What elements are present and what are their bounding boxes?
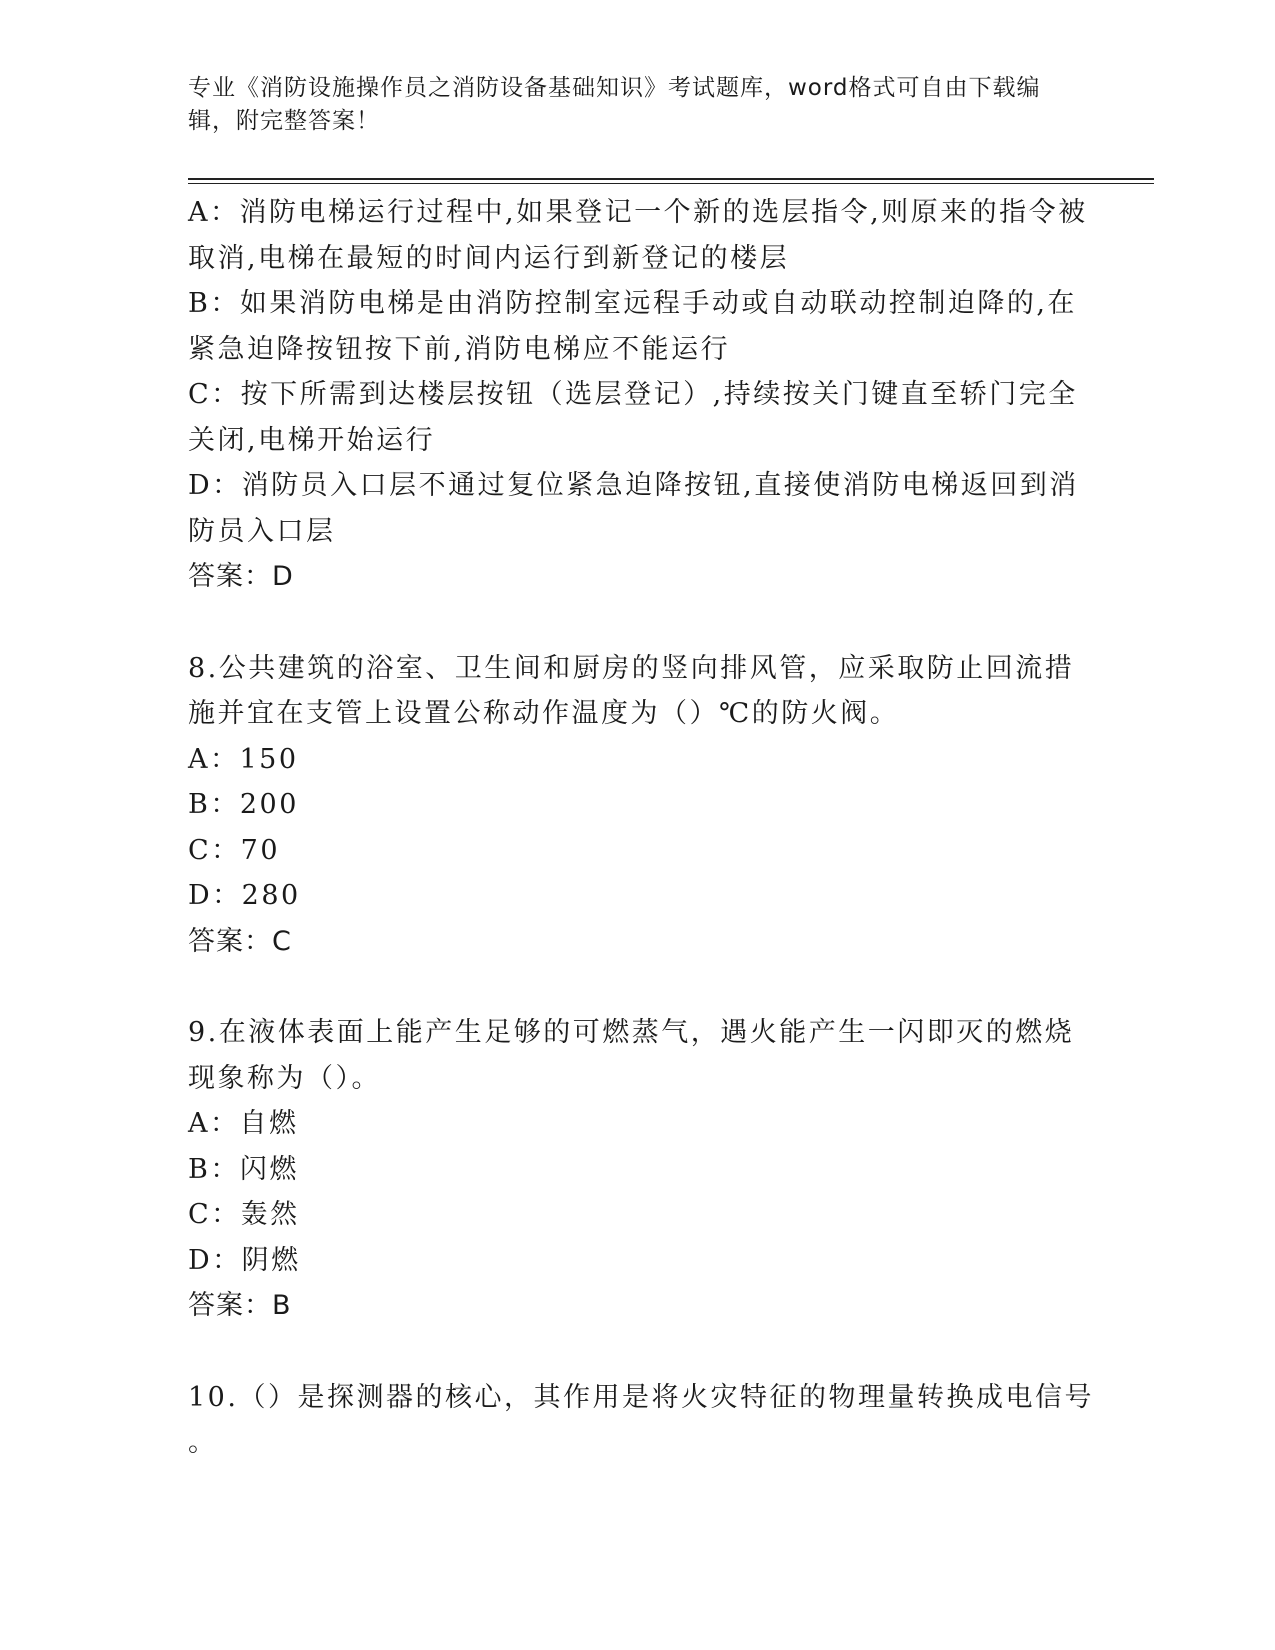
- q7-option-b-line-1: B：如果消防电梯是由消防控制室远程手动或自动联动控制迫降的,在: [188, 288, 1077, 319]
- header-divider-thick: [188, 178, 1154, 180]
- spacer: [188, 964, 1088, 1010]
- q7-answer: 答案：D: [188, 561, 294, 592]
- question-10-block: [188, 1375, 1094, 1466]
- q7-option-c-line-2: 关闭,电梯开始运行: [188, 424, 436, 456]
- question-9-block: [188, 1010, 1088, 1329]
- q7-option-c-line-1: C：按下所需到达楼层按钮（选层登记）,持续按关门键直至轿门完全: [188, 379, 1078, 410]
- q7-option-a-line-2: 取消,电梯在最短的时间内运行到新登记的楼层: [188, 242, 790, 274]
- q8-question-line-1: 8.公共建筑的浴室、卫生间和厨房的竖向排风管，应采取防止回流措: [188, 652, 1075, 684]
- q7-option-d-line-1: D：消防员入口层不通过复位紧急迫降按钮,直接使消防电梯返回到消: [188, 470, 1079, 501]
- header-divider-thin: [188, 183, 1154, 184]
- header-line-1: 专业《消防设施操作员之消防设备基础知识》考试题库，word格式可自由下载编: [188, 75, 1041, 101]
- q9-question-line-2: 现象称为（）。: [188, 1062, 381, 1094]
- q9-option-a: A：自燃: [188, 1108, 299, 1139]
- question-8-block: [188, 646, 1088, 965]
- document-header: [188, 72, 1068, 138]
- q9-option-b: B：闪燃: [188, 1153, 299, 1185]
- q7-option-b-line-2: 紧急迫降按钮按下前,消防电梯应不能运行: [188, 333, 731, 365]
- spacer: [188, 600, 1088, 646]
- spacer: [188, 1329, 1088, 1375]
- q9-answer: 答案：B: [188, 1290, 292, 1321]
- q8-option-b: B：200: [188, 789, 299, 820]
- q10-question-line-2: 。: [188, 1427, 218, 1458]
- q9-option-c: C：轰然: [188, 1199, 300, 1230]
- q8-answer: 答案：C: [188, 925, 292, 957]
- q10-question-line-1: 10.（）是探测器的核心，其作用是将火灾特征的物理量转换成电信号: [188, 1381, 1094, 1413]
- question-7-block: [188, 190, 1088, 600]
- q8-question-line-2: 施并宜在支管上设置公称动作温度为（）℃的防火阀。: [188, 698, 900, 729]
- q8-option-a: A：150: [188, 743, 299, 775]
- question-content: [188, 190, 1094, 1466]
- q8-option-c: C：70: [188, 834, 281, 866]
- q9-question-line-1: 9.在液体表面上能产生足够的可燃蒸气，遇火能产生一闪即灭的燃烧: [188, 1017, 1075, 1048]
- q9-option-d: D：阴燃: [188, 1244, 301, 1276]
- q7-option-d-line-2: 防员入口层: [188, 515, 336, 547]
- header-line-2: 辑，附完整答案！: [188, 108, 380, 134]
- q7-option-a-line-1: A：消防电梯运行过程中,如果登记一个新的选层指令,则原来的指令被: [188, 197, 1088, 228]
- q8-option-d: D：280: [188, 880, 301, 911]
